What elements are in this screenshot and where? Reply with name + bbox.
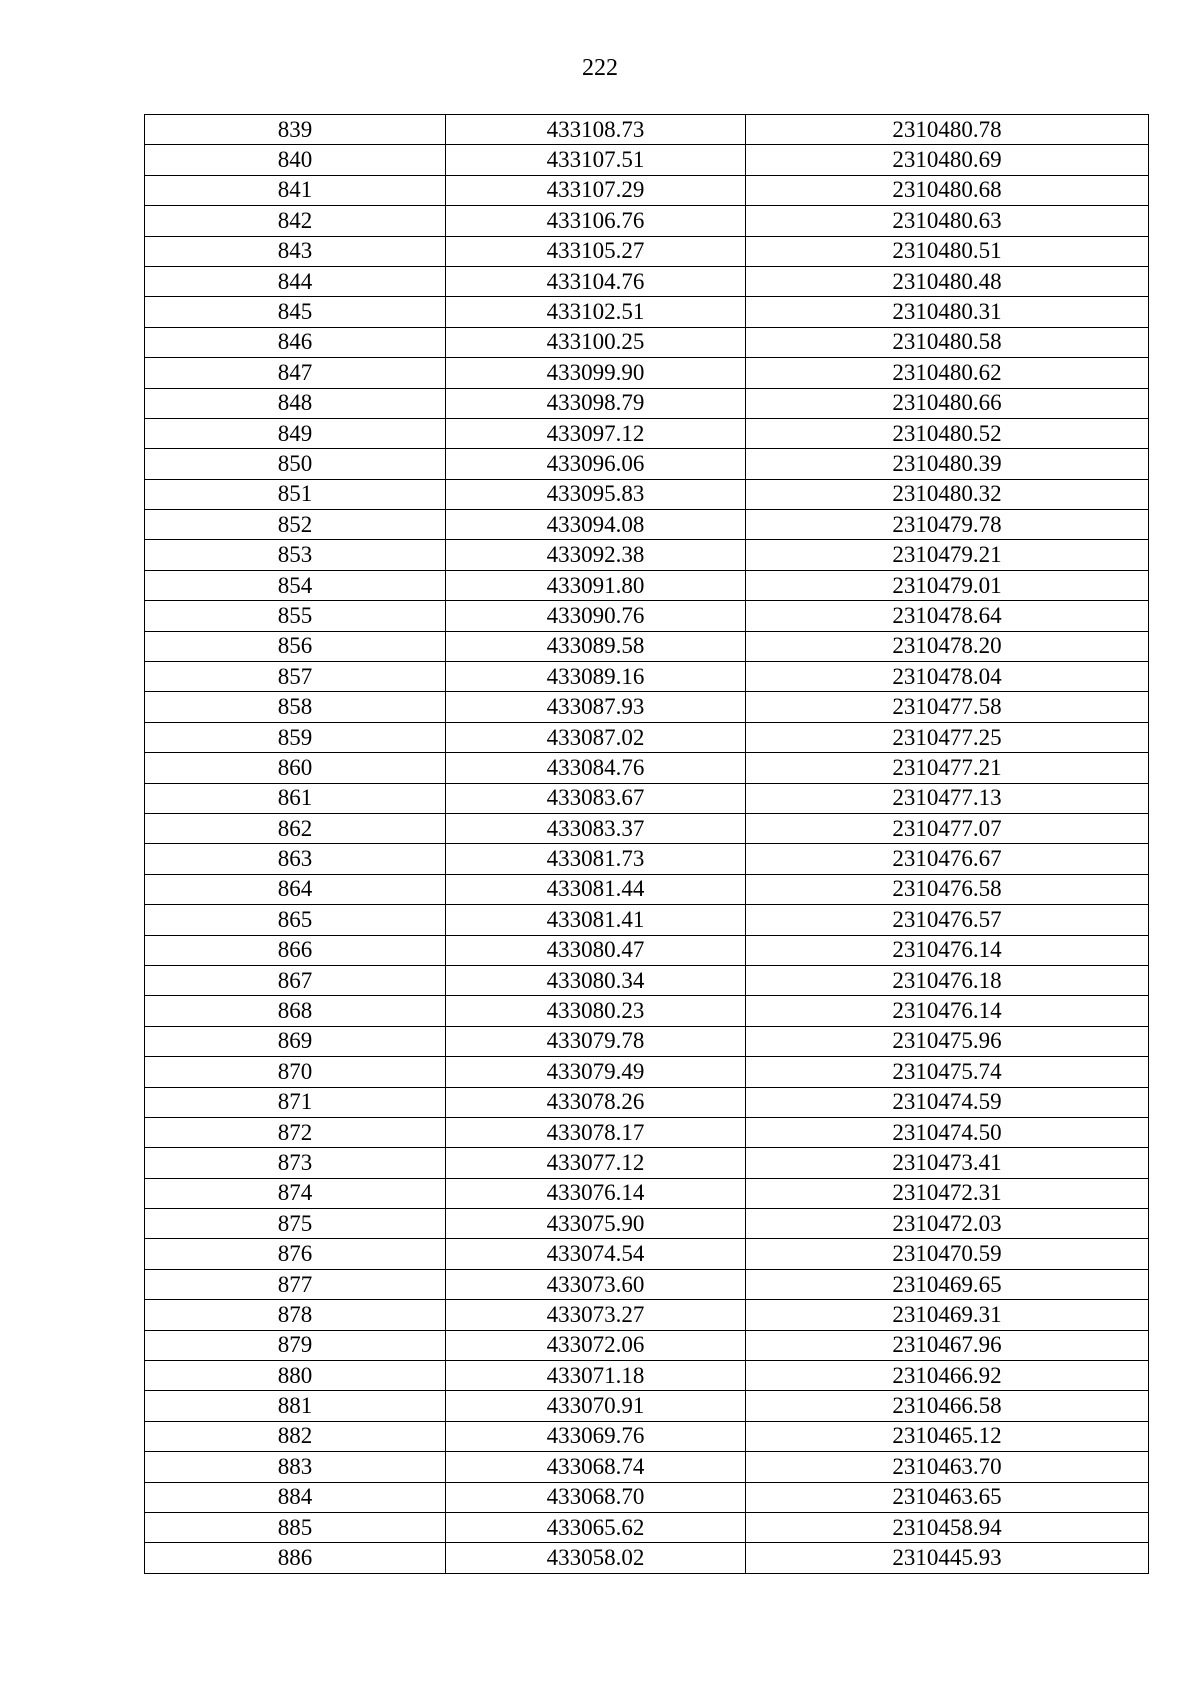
x-coordinate-cell: 433068.74 <box>446 1452 746 1482</box>
x-coordinate-cell: 433083.67 <box>446 783 746 813</box>
x-coordinate-cell: 433108.73 <box>446 115 746 145</box>
point-number-cell: 856 <box>145 631 446 661</box>
table-row <box>145 1026 1149 1056</box>
table-row <box>145 206 1149 236</box>
x-coordinate-cell: 433095.83 <box>446 479 746 509</box>
y-coordinate-cell: 2310465.12 <box>746 1421 1149 1451</box>
x-coordinate-cell: 433081.73 <box>446 844 746 874</box>
x-coordinate-cell: 433083.37 <box>446 813 746 843</box>
point-number-cell: 867 <box>145 965 446 995</box>
point-number-cell: 853 <box>145 540 446 570</box>
y-coordinate-cell: 2310480.39 <box>746 449 1149 479</box>
table-row <box>145 1330 1149 1360</box>
x-coordinate-cell: 433078.17 <box>446 1117 746 1147</box>
y-coordinate-cell: 2310478.20 <box>746 631 1149 661</box>
table-row <box>145 813 1149 843</box>
point-number-cell: 870 <box>145 1057 446 1087</box>
y-coordinate-cell: 2310478.64 <box>746 601 1149 631</box>
point-number-cell: 875 <box>145 1209 446 1239</box>
point-number-cell: 871 <box>145 1087 446 1117</box>
point-number-cell: 839 <box>145 115 446 145</box>
table-row <box>145 1361 1149 1391</box>
point-number-cell: 868 <box>145 996 446 1026</box>
point-number-cell: 872 <box>145 1117 446 1147</box>
y-coordinate-cell: 2310480.58 <box>746 327 1149 357</box>
y-coordinate-cell: 2310479.21 <box>746 540 1149 570</box>
table-row <box>145 1239 1149 1269</box>
point-number-cell: 847 <box>145 358 446 388</box>
x-coordinate-cell: 433092.38 <box>446 540 746 570</box>
y-coordinate-cell: 2310463.65 <box>746 1482 1149 1512</box>
x-coordinate-cell: 433075.90 <box>446 1209 746 1239</box>
point-number-cell: 885 <box>145 1512 446 1542</box>
point-number-cell: 876 <box>145 1239 446 1269</box>
y-coordinate-cell: 2310480.69 <box>746 145 1149 175</box>
table-row <box>145 570 1149 600</box>
point-number-cell: 883 <box>145 1452 446 1482</box>
point-number-cell: 869 <box>145 1026 446 1056</box>
x-coordinate-cell: 433091.80 <box>446 570 746 600</box>
point-number-cell: 854 <box>145 570 446 600</box>
x-coordinate-cell: 433078.26 <box>446 1087 746 1117</box>
table-row <box>145 1421 1149 1451</box>
table-row <box>145 1269 1149 1299</box>
table-row <box>145 1087 1149 1117</box>
point-number-cell: 845 <box>145 297 446 327</box>
y-coordinate-cell: 2310480.32 <box>746 479 1149 509</box>
table-row <box>145 1482 1149 1512</box>
table-row <box>145 753 1149 783</box>
table-row <box>145 1452 1149 1482</box>
y-coordinate-cell: 2310480.51 <box>746 236 1149 266</box>
x-coordinate-cell: 433073.60 <box>446 1269 746 1299</box>
y-coordinate-cell: 2310466.58 <box>746 1391 1149 1421</box>
table-row <box>145 662 1149 692</box>
table-row <box>145 1543 1149 1573</box>
y-coordinate-cell: 2310472.31 <box>746 1178 1149 1208</box>
table-row <box>145 844 1149 874</box>
point-number-cell: 878 <box>145 1300 446 1330</box>
y-coordinate-cell: 2310480.52 <box>746 418 1149 448</box>
point-number-cell: 857 <box>145 662 446 692</box>
table-row <box>145 1300 1149 1330</box>
table-row <box>145 388 1149 418</box>
point-number-cell: 881 <box>145 1391 446 1421</box>
point-number-cell: 843 <box>145 236 446 266</box>
table-row <box>145 1512 1149 1542</box>
x-coordinate-cell: 433080.23 <box>446 996 746 1026</box>
point-number-cell: 842 <box>145 206 446 236</box>
x-coordinate-cell: 433087.02 <box>446 722 746 752</box>
point-number-cell: 852 <box>145 510 446 540</box>
point-number-cell: 882 <box>145 1421 446 1451</box>
x-coordinate-cell: 433080.34 <box>446 965 746 995</box>
table-row <box>145 722 1149 752</box>
table-row <box>145 1178 1149 1208</box>
y-coordinate-cell: 2310476.67 <box>746 844 1149 874</box>
y-coordinate-cell: 2310477.58 <box>746 692 1149 722</box>
table-row <box>145 358 1149 388</box>
y-coordinate-cell: 2310477.07 <box>746 813 1149 843</box>
y-coordinate-cell: 2310476.58 <box>746 874 1149 904</box>
x-coordinate-cell: 433072.06 <box>446 1330 746 1360</box>
table-row <box>145 935 1149 965</box>
table-row <box>145 115 1149 145</box>
point-number-cell: 841 <box>145 175 446 205</box>
x-coordinate-cell: 433098.79 <box>446 388 746 418</box>
point-number-cell: 860 <box>145 753 446 783</box>
y-coordinate-cell: 2310469.65 <box>746 1269 1149 1299</box>
point-number-cell: 844 <box>145 266 446 296</box>
table-row <box>145 510 1149 540</box>
page-number: 222 <box>582 55 618 81</box>
y-coordinate-cell: 2310473.41 <box>746 1148 1149 1178</box>
point-number-cell: 862 <box>145 813 446 843</box>
x-coordinate-cell: 433106.76 <box>446 206 746 236</box>
table-row <box>145 631 1149 661</box>
y-coordinate-cell: 2310480.48 <box>746 266 1149 296</box>
y-coordinate-cell: 2310470.59 <box>746 1239 1149 1269</box>
x-coordinate-cell: 433105.27 <box>446 236 746 266</box>
y-coordinate-cell: 2310480.78 <box>746 115 1149 145</box>
point-number-cell: 859 <box>145 722 446 752</box>
x-coordinate-cell: 433089.16 <box>446 662 746 692</box>
table-row <box>145 965 1149 995</box>
point-number-cell: 866 <box>145 935 446 965</box>
x-coordinate-cell: 433087.93 <box>446 692 746 722</box>
table-row <box>145 175 1149 205</box>
x-coordinate-cell: 433058.02 <box>446 1543 746 1573</box>
x-coordinate-cell: 433104.76 <box>446 266 746 296</box>
table-row <box>145 1057 1149 1087</box>
x-coordinate-cell: 433084.76 <box>446 753 746 783</box>
x-coordinate-cell: 433079.49 <box>446 1057 746 1087</box>
x-coordinate-cell: 433099.90 <box>446 358 746 388</box>
point-number-cell: 863 <box>145 844 446 874</box>
table-row <box>145 783 1149 813</box>
y-coordinate-cell: 2310480.66 <box>746 388 1149 418</box>
x-coordinate-cell: 433081.44 <box>446 874 746 904</box>
y-coordinate-cell: 2310476.57 <box>746 905 1149 935</box>
point-number-cell: 873 <box>145 1148 446 1178</box>
table-row <box>145 874 1149 904</box>
x-coordinate-cell: 433094.08 <box>446 510 746 540</box>
table-row <box>145 1148 1149 1178</box>
y-coordinate-cell: 2310474.50 <box>746 1117 1149 1147</box>
x-coordinate-cell: 433090.76 <box>446 601 746 631</box>
x-coordinate-cell: 433073.27 <box>446 1300 746 1330</box>
y-coordinate-cell: 2310480.68 <box>746 175 1149 205</box>
x-coordinate-cell: 433080.47 <box>446 935 746 965</box>
y-coordinate-cell: 2310475.96 <box>746 1026 1149 1056</box>
x-coordinate-cell: 433071.18 <box>446 1361 746 1391</box>
point-number-cell: 877 <box>145 1269 446 1299</box>
table-row <box>145 601 1149 631</box>
point-number-cell: 855 <box>145 601 446 631</box>
y-coordinate-cell: 2310445.93 <box>746 1543 1149 1573</box>
coordinates-table <box>144 114 1149 1574</box>
x-coordinate-cell: 433102.51 <box>446 297 746 327</box>
y-coordinate-cell: 2310478.04 <box>746 662 1149 692</box>
table-row <box>145 1209 1149 1239</box>
x-coordinate-cell: 433097.12 <box>446 418 746 448</box>
point-number-cell: 874 <box>145 1178 446 1208</box>
table-row <box>145 996 1149 1026</box>
x-coordinate-cell: 433065.62 <box>446 1512 746 1542</box>
y-coordinate-cell: 2310474.59 <box>746 1087 1149 1117</box>
point-number-cell: 884 <box>145 1482 446 1512</box>
point-number-cell: 880 <box>145 1361 446 1391</box>
y-coordinate-cell: 2310480.63 <box>746 206 1149 236</box>
x-coordinate-cell: 433089.58 <box>446 631 746 661</box>
table-row <box>145 418 1149 448</box>
point-number-cell: 861 <box>145 783 446 813</box>
y-coordinate-cell: 2310479.78 <box>746 510 1149 540</box>
y-coordinate-cell: 2310476.18 <box>746 965 1149 995</box>
point-number-cell: 849 <box>145 418 446 448</box>
y-coordinate-cell: 2310458.94 <box>746 1512 1149 1542</box>
x-coordinate-cell: 433074.54 <box>446 1239 746 1269</box>
point-number-cell: 864 <box>145 874 446 904</box>
y-coordinate-cell: 2310469.31 <box>746 1300 1149 1330</box>
y-coordinate-cell: 2310467.96 <box>746 1330 1149 1360</box>
y-coordinate-cell: 2310472.03 <box>746 1209 1149 1239</box>
coordinates-table-body <box>145 115 1149 1574</box>
x-coordinate-cell: 433081.41 <box>446 905 746 935</box>
point-number-cell: 858 <box>145 692 446 722</box>
table-row <box>145 1117 1149 1147</box>
point-number-cell: 850 <box>145 449 446 479</box>
table-row <box>145 266 1149 296</box>
point-number-cell: 848 <box>145 388 446 418</box>
y-coordinate-cell: 2310477.13 <box>746 783 1149 813</box>
x-coordinate-cell: 433107.29 <box>446 175 746 205</box>
y-coordinate-cell: 2310463.70 <box>746 1452 1149 1482</box>
x-coordinate-cell: 433076.14 <box>446 1178 746 1208</box>
table-row <box>145 479 1149 509</box>
point-number-cell: 851 <box>145 479 446 509</box>
y-coordinate-cell: 2310475.74 <box>746 1057 1149 1087</box>
table-row <box>145 1391 1149 1421</box>
x-coordinate-cell: 433068.70 <box>446 1482 746 1512</box>
y-coordinate-cell: 2310480.31 <box>746 297 1149 327</box>
table-row <box>145 449 1149 479</box>
y-coordinate-cell: 2310477.21 <box>746 753 1149 783</box>
x-coordinate-cell: 433100.25 <box>446 327 746 357</box>
y-coordinate-cell: 2310479.01 <box>746 570 1149 600</box>
table-row <box>145 692 1149 722</box>
table-row <box>145 540 1149 570</box>
table-row <box>145 327 1149 357</box>
point-number-cell: 840 <box>145 145 446 175</box>
x-coordinate-cell: 433096.06 <box>446 449 746 479</box>
x-coordinate-cell: 433077.12 <box>446 1148 746 1178</box>
x-coordinate-cell: 433079.78 <box>446 1026 746 1056</box>
table-row <box>145 145 1149 175</box>
table-row <box>145 297 1149 327</box>
table-row <box>145 905 1149 935</box>
point-number-cell: 865 <box>145 905 446 935</box>
point-number-cell: 886 <box>145 1543 446 1573</box>
x-coordinate-cell: 433069.76 <box>446 1421 746 1451</box>
y-coordinate-cell: 2310476.14 <box>746 935 1149 965</box>
table-row <box>145 236 1149 266</box>
x-coordinate-cell: 433107.51 <box>446 145 746 175</box>
y-coordinate-cell: 2310476.14 <box>746 996 1149 1026</box>
point-number-cell: 846 <box>145 327 446 357</box>
y-coordinate-cell: 2310480.62 <box>746 358 1149 388</box>
point-number-cell: 879 <box>145 1330 446 1360</box>
y-coordinate-cell: 2310466.92 <box>746 1361 1149 1391</box>
y-coordinate-cell: 2310477.25 <box>746 722 1149 752</box>
x-coordinate-cell: 433070.91 <box>446 1391 746 1421</box>
